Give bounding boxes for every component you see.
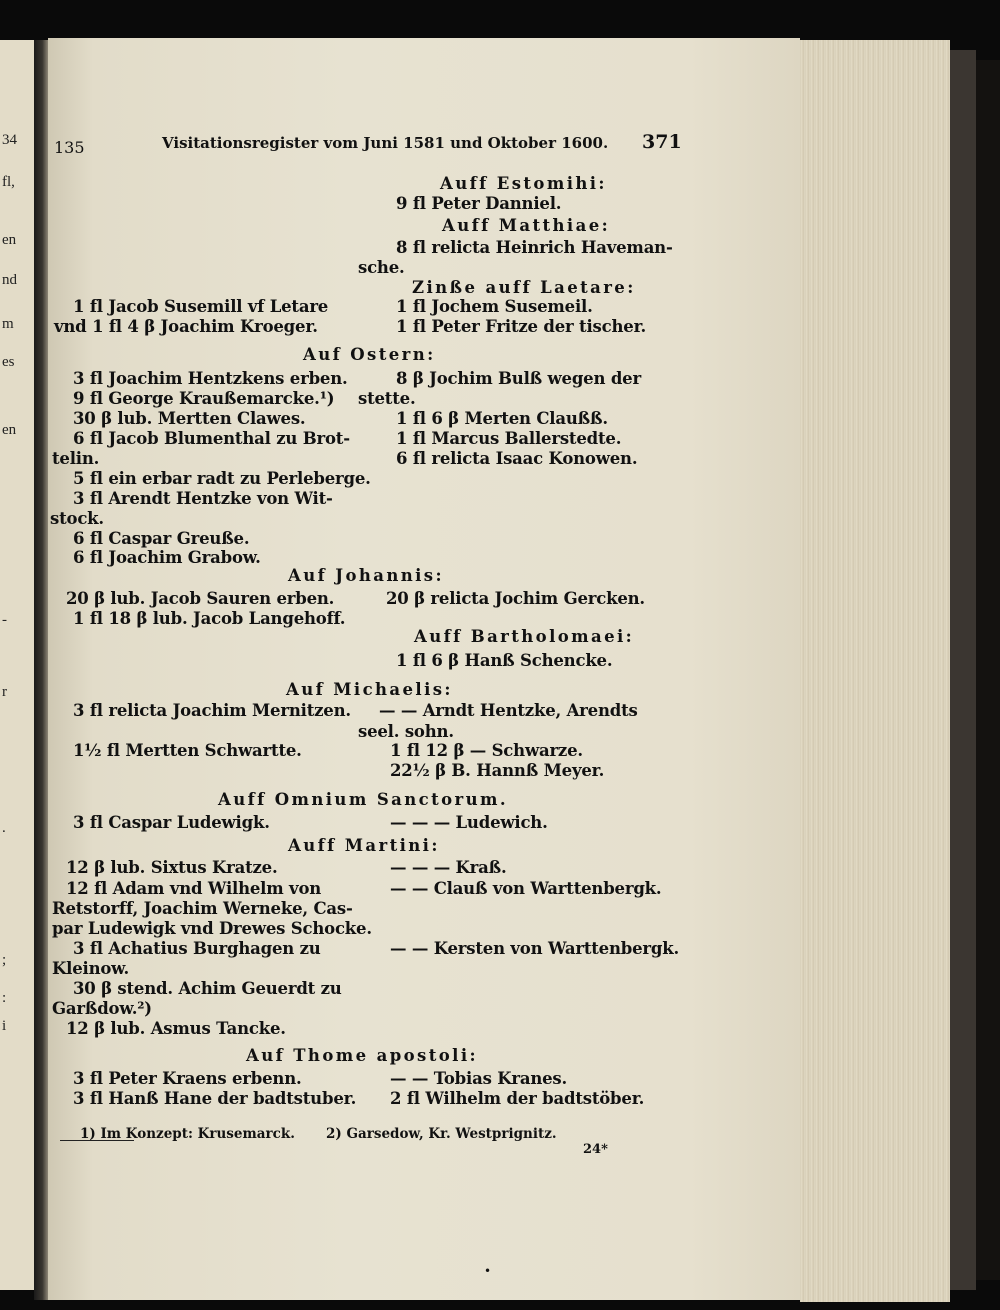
entry-line: 6 fl relicta Isaac Konowen. xyxy=(396,449,638,468)
prev-page-fragment: : xyxy=(2,990,7,1006)
entry-line: 20 β lub. Jacob Sauren erben. xyxy=(66,589,335,608)
entry-line: 1 fl 12 β — Schwarze. xyxy=(390,741,583,760)
section-heading: Auff Bartholomaei: xyxy=(414,627,635,646)
entry-line: — — Arndt Hentzke, Arendts xyxy=(379,701,638,720)
entry-line: 9 fl Peter Danniel. xyxy=(396,194,562,213)
entry-line: — — Clauß von Warttenbergk. xyxy=(390,879,662,898)
entry-line: 6 fl Caspar Greuße. xyxy=(73,529,250,548)
entry-line: telin. xyxy=(52,449,100,468)
entry-line: 1 fl Peter Fritze der tischer. xyxy=(396,317,647,336)
entry-line: — — — Ludewich. xyxy=(390,813,548,832)
entry-line: — — Tobias Kranes. xyxy=(390,1069,568,1088)
running-head-title: Visitationsregister vom Juni 1581 und Oktober 1600. xyxy=(162,134,609,152)
entry-line: 12 fl Adam vnd Wilhelm von xyxy=(66,879,322,898)
entry-line: seel. sohn. xyxy=(358,722,454,741)
signature-mark: 24* xyxy=(583,1142,608,1157)
prev-page-fragment: en xyxy=(2,422,17,438)
entry-line: 5 fl ein erbar radt zu Perleberge. xyxy=(73,469,371,488)
previous-page-strip xyxy=(0,40,34,1290)
entry-line: par Ludewigk vnd Drewes Schocke. xyxy=(52,919,372,938)
running-head-number: 135 xyxy=(54,138,85,157)
section-heading: Auff Estomihi: xyxy=(440,174,607,193)
entry-line: 30 β lub. Mertten Clawes. xyxy=(73,409,306,428)
ink-mark: • xyxy=(484,1264,492,1278)
section-heading: Zinße auff Laetare: xyxy=(412,278,636,297)
section-heading: Auff Matthiae: xyxy=(442,216,611,235)
entry-line: 1 fl Jochem Susemeil. xyxy=(396,297,593,316)
entry-line: stock. xyxy=(50,509,104,528)
entry-line: 1 fl 6 β Merten Claußß. xyxy=(396,409,608,428)
entry-line: 12 β lub. Sixtus Kratze. xyxy=(66,858,278,877)
prev-page-fragment: - xyxy=(2,612,7,628)
footnote-1: 1) Im Konzept: Krusemarck. xyxy=(80,1126,295,1142)
section-heading: Auf Thome apostoli: xyxy=(246,1046,478,1065)
entry-line: 1 fl 6 β Hanß Schencke. xyxy=(396,651,613,670)
entry-line: — — — Kraß. xyxy=(390,858,507,877)
section-heading: Auff Martini: xyxy=(288,836,440,855)
entry-line: 8 fl relicta Heinrich Haveman- xyxy=(396,238,673,257)
book-gutter xyxy=(34,40,48,1300)
entry-line: 3 fl Caspar Ludewigk. xyxy=(73,813,270,832)
entry-line: 8 β Jochim Bulß wegen der xyxy=(396,369,641,388)
prev-page-fragment: r xyxy=(2,684,7,700)
entry-line: 3 fl Peter Kraens erbenn. xyxy=(73,1069,302,1088)
entry-line: 2 fl Wilhelm der badtstöber. xyxy=(390,1089,645,1108)
entry-line: sche. xyxy=(358,258,405,277)
book-cover-edge xyxy=(950,50,976,1290)
entry-line: 3 fl Joachim Hentzkens erben. xyxy=(73,369,348,388)
prev-page-fragment: 34 xyxy=(2,132,17,148)
section-heading: Auf Ostern: xyxy=(303,345,436,364)
book-cover-back xyxy=(976,60,1000,1280)
entry-line: 9 fl George Kraußemarcke.¹) xyxy=(73,389,335,408)
entry-line: 20 β relicta Jochim Gercken. xyxy=(386,589,645,608)
entry-line: 1 fl Marcus Ballerstedte. xyxy=(396,429,622,448)
entry-line: Retstorff, Joachim Werneke, Cas- xyxy=(52,899,353,918)
entry-line: 30 β stend. Achim Geuerdt zu xyxy=(73,979,342,998)
book-page xyxy=(48,38,800,1300)
prev-page-fragment: ; xyxy=(2,952,7,968)
entry-line: 6 fl Jacob Blumenthal zu Brot- xyxy=(73,429,350,448)
entry-line: 3 fl Achatius Burghagen zu xyxy=(73,939,321,958)
entry-line: stette. xyxy=(358,389,416,408)
prev-page-fragment: en xyxy=(2,232,17,248)
entry-line: 3 fl Arendt Hentzke von Wit- xyxy=(73,489,333,508)
entry-line: 12 β lub. Asmus Tancke. xyxy=(66,1019,286,1038)
page-number: 371 xyxy=(642,131,682,153)
entry-line: 3 fl Hanß Hane der badtstuber. xyxy=(73,1089,357,1108)
page-edges xyxy=(800,40,950,1302)
prev-page-fragment: es xyxy=(2,354,15,370)
entry-line: Garßdow.²) xyxy=(52,999,152,1018)
section-heading: Auf Michaelis: xyxy=(286,680,453,699)
entry-line: Kleinow. xyxy=(52,959,130,978)
prev-page-fragment: nd xyxy=(2,272,17,288)
entry-line: 1 fl 18 β lub. Jacob Langehoff. xyxy=(73,609,346,628)
prev-page-fragment: m xyxy=(2,316,14,332)
entry-line: vnd 1 fl 4 β Joachim Kroeger. xyxy=(54,317,318,336)
entry-line: — — Kersten von Warttenbergk. xyxy=(390,939,680,958)
entry-line: 3 fl relicta Joachim Mernitzen. xyxy=(73,701,351,720)
footnote-2: 2) Garsedow, Kr. Westprignitz. xyxy=(326,1126,557,1142)
prev-page-fragment: fl, xyxy=(2,174,15,190)
entry-line: 1½ fl Mertten Schwartte. xyxy=(73,741,302,760)
entry-line: 6 fl Joachim Grabow. xyxy=(73,548,261,567)
prev-page-fragment: . xyxy=(2,820,6,836)
prev-page-fragment: i xyxy=(2,1018,7,1034)
section-heading: Auf Johannis: xyxy=(288,566,444,585)
entry-line: 1 fl Jacob Susemill vf Letare xyxy=(73,297,329,316)
section-heading: Auff Omnium Sanctorum. xyxy=(218,790,509,809)
entry-line: 22½ β B. Hannß Meyer. xyxy=(390,761,605,780)
